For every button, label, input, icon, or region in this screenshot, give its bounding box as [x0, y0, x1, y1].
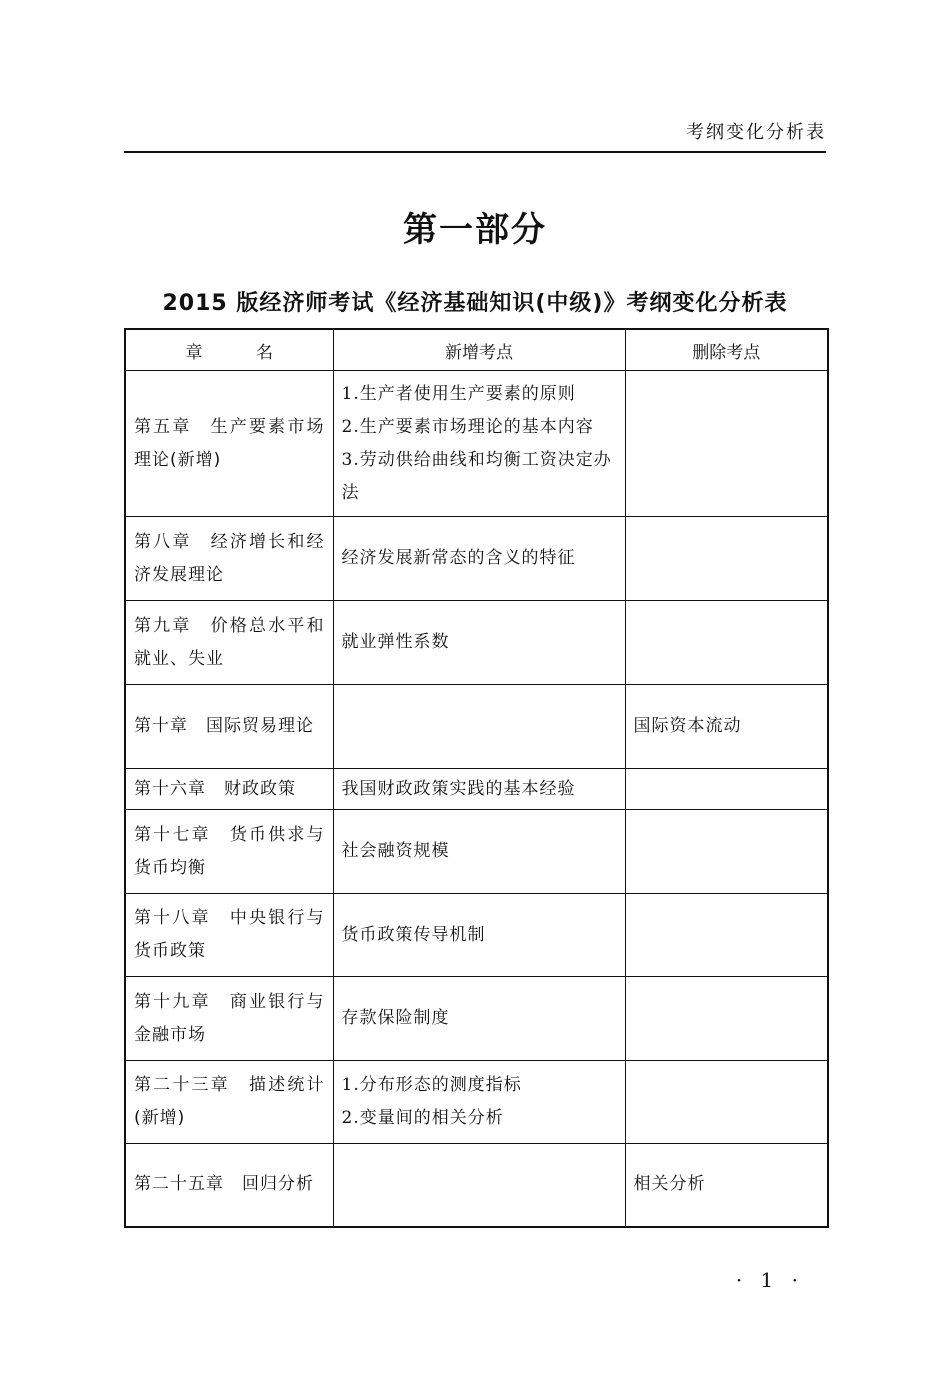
header-chapter: 章 名: [125, 329, 333, 371]
added-cell: [333, 685, 625, 769]
added-item: 1.分布形态的测度指标: [341, 1075, 522, 1095]
table-title: 2015 版经济师考试《经济基础知识(中级)》考纲变化分析表: [162, 291, 788, 316]
added-item: 3.劳动供给曲线和均衡工资决定办法: [341, 449, 612, 503]
added-cell: [333, 810, 625, 894]
chapter-cell: 第二十五章 回归分析: [125, 1144, 333, 1227]
removed-cell: [625, 977, 828, 1061]
chapter-cell: 第十七章 货币供求与货币均衡: [125, 810, 333, 894]
added-item: 2.变量间的相关分析: [341, 1108, 504, 1128]
chapter-cell: 第二十三章 描述统计(新增): [125, 1061, 333, 1144]
added-item: 1.生产者使用生产要素的原则: [341, 383, 576, 404]
chapter-cell: 第九章 价格总水平和就业、失业: [125, 601, 333, 685]
removed-cell: [625, 517, 828, 601]
table-row: [125, 810, 828, 894]
table-row: [125, 977, 828, 1061]
removed-item: 国际资本流动: [633, 716, 742, 736]
chapter-cell: 第十八章 中央银行与货币政策: [125, 894, 333, 977]
added-item: 经济发展新常态的含义的特征: [341, 548, 576, 568]
removed-cell: [625, 1061, 828, 1144]
chapter-cell: 第十章 国际贸易理论: [125, 685, 333, 769]
removed-cell: [625, 1144, 828, 1227]
table-row: [125, 685, 828, 769]
removed-cell: [625, 685, 828, 769]
syllabus-change-table: [124, 328, 829, 1228]
added-item: 货币政策传导机制: [341, 924, 486, 945]
added-cell: [333, 977, 625, 1061]
removed-cell: [625, 894, 828, 977]
table-row: [125, 894, 828, 977]
added-item: 我国财政政策实践的基本经验: [341, 778, 576, 799]
chapter-cell: 第十六章 财政政策: [125, 769, 333, 810]
removed-cell: [625, 810, 828, 894]
removed-cell: [625, 769, 828, 810]
removed-cell: [625, 371, 828, 517]
header-added: 新增考点: [333, 329, 625, 371]
added-cell: [333, 1144, 625, 1227]
removed-item: 相关分析: [633, 1174, 706, 1195]
added-cell: [333, 769, 625, 810]
added-cell: [333, 601, 625, 685]
table-row: [125, 371, 828, 517]
added-cell: [333, 371, 625, 517]
table-row: [125, 517, 828, 601]
added-cell: [333, 517, 625, 601]
added-item: 社会融资规模: [341, 841, 450, 861]
running-header: 考纲变化分析表: [686, 122, 826, 143]
header-rule: [124, 151, 826, 153]
added-item: 存款保险制度: [341, 1008, 450, 1028]
part-title: 第一部分: [403, 210, 547, 250]
table-row: [125, 1144, 828, 1227]
chapter-cell: 第十九章 商业银行与金融市场: [125, 977, 333, 1061]
header-removed: 删除考点: [625, 329, 828, 371]
added-cell: [333, 1061, 625, 1144]
table-row: [125, 1061, 828, 1144]
page-number: · 1 ·: [735, 1268, 804, 1292]
table-row: [125, 601, 828, 685]
chapter-cell: 第八章 经济增长和经济发展理论: [125, 517, 333, 601]
added-cell: [333, 894, 625, 977]
table-row: [125, 769, 828, 810]
added-item: 就业弹性系数: [341, 632, 450, 652]
table-header-row: [125, 329, 828, 371]
chapter-cell: 第五章 生产要素市场理论(新增): [125, 371, 333, 517]
added-item: 2.生产要素市场理论的基本内容: [341, 416, 594, 437]
removed-cell: [625, 601, 828, 685]
